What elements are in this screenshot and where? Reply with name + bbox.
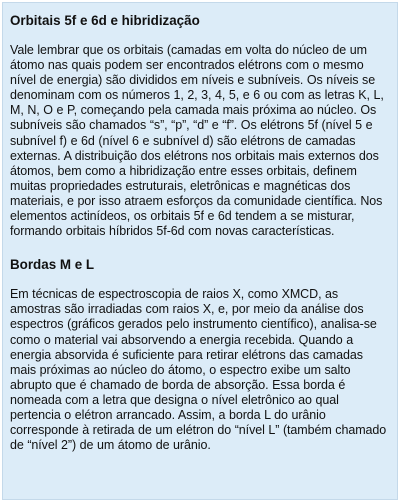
- section-heading-edges: Bordas M e L: [10, 257, 95, 273]
- info-box: [2, 2, 398, 500]
- section-paragraph-edges: Em técnicas de espectroscopia de raios X, como XMCD, as amostras são irradiadas com raios X, e, por meio da análise dos espectros (gráficos gerados pelo instrumento científico), analisa-se como o material vai absorvendo a energia recebida. Quando a energia absorvida é suficiente para retirar elétrons das camadas mais próximas ao núcleo do átomo, o espectro exibe um salto abrupto que é chamado de borda de absorção. Essa borda é nomeada com a letra que designa o nível eletrônico ao qual pertencia o elétron arrancado. Assim, a borda L do urânio corresponde à retirada de um elétron do “nível L” (também chamado de “nível 2”) de um átomo de urânio.: [10, 287, 387, 453]
- spacer: [10, 239, 389, 257]
- section-paragraph-orbitals: Vale lembrar que os orbitais (camadas em volta do núcleo de um átomo nas quais podem ser encontrados elétrons com o mesmo nível de energia) são divididos em níveis e subníveis. Os níveis se denominam com os números 1, 2, 3, 4, 5, e 6 ou com as letras K, L, M, N, O e P, começando pela camada mais próxima ao núcleo. Os subníveis são chamados “s”, “p”, “d” e “f”. Os elétrons 5f (nível 5 e subnível f) e 6d (nível 6 e subnível d) são elétrons de camadas externas. A distribuição dos elétrons nos orbitais mais externos dos átomos, bem como a hibridização entre esses orbitais, definem muitas propriedades estruturais, eletrônicas e magnéticas dos materiais, e por isso atraem esforços da comunidade científica. Nos elementos actinídeos, os orbitais 5f e 6d tendem a se misturar, formando orbitais híbridos 5f-6d com novas características.: [10, 43, 384, 239]
- spacer: [10, 273, 389, 287]
- section-heading-orbitals: Orbitais 5f e 6d e hibridização: [10, 13, 200, 28]
- spacer: [10, 29, 389, 43]
